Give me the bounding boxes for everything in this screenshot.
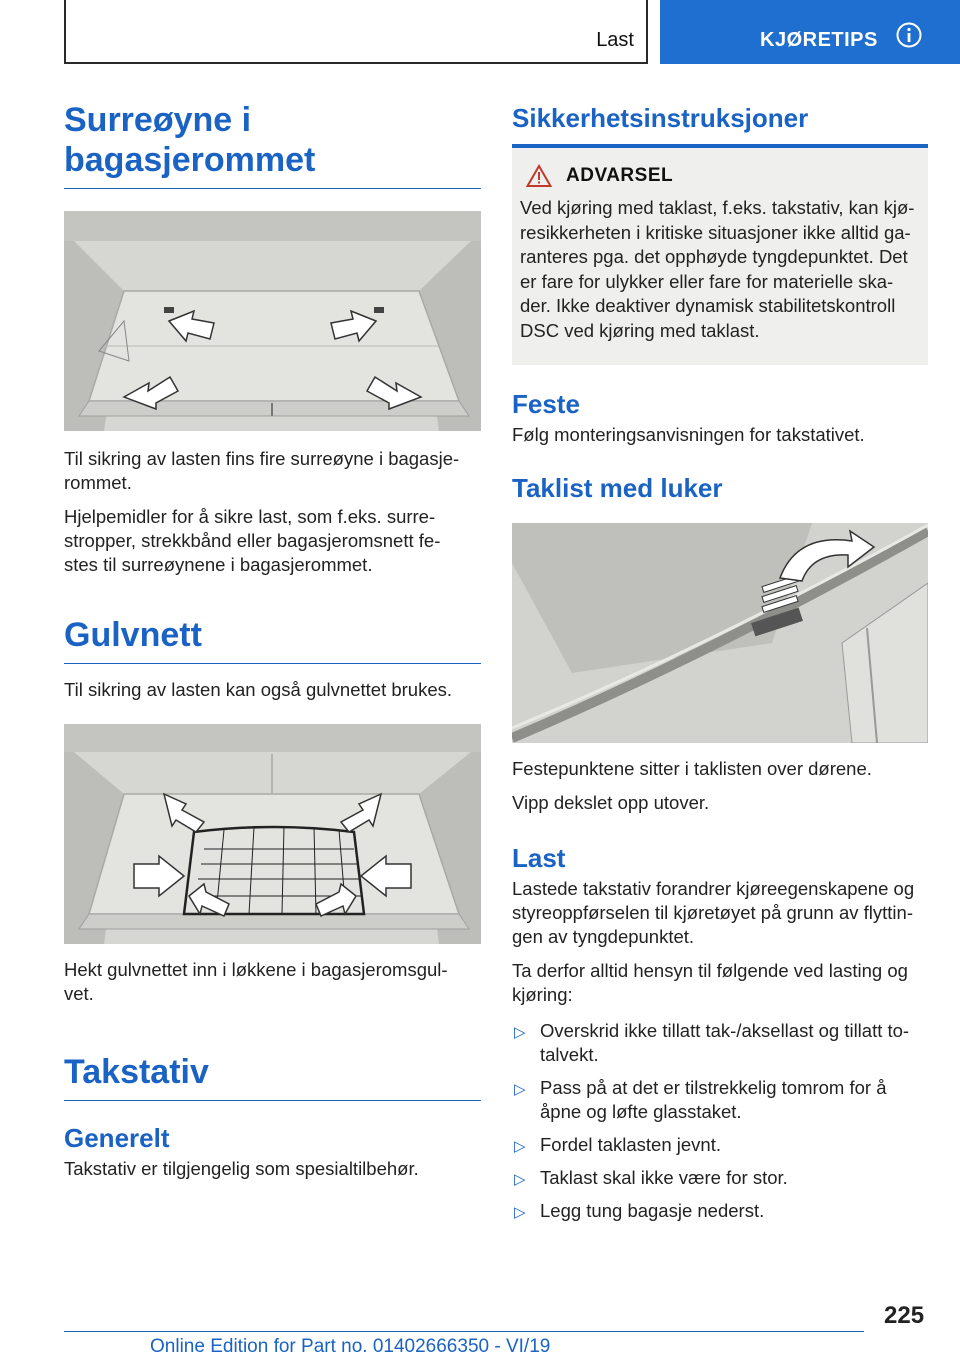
surre-paragraph-2: Hjelpemidler for å sikre last, som f.eks. surre-stropper, strekkbånd eller bagasjeromsnett fe-stes til surreøynene i bagasjerommet. <box>64 506 441 575</box>
floor-net-illustration <box>64 724 481 944</box>
loading-rules-list <box>512 1019 928 1223</box>
warning-box <box>512 148 928 365</box>
last-paragraph-1: Lastede takstativ forandrer kjøreegenskapene og styreoppførselen til kjøretøyet på grunn av flyttin-gen av tyngdepunktet. <box>512 878 915 947</box>
last-paragraph-2: Ta derfor alltid hensyn til følgende ved lasting og kjøring: <box>512 960 908 1005</box>
list-item-text: Legg tung bagasje nederst. <box>540 1200 765 1221</box>
list-item <box>512 1076 928 1124</box>
triangle-bullet-icon: ▷ <box>514 1171 526 1188</box>
roof-rail-illustration <box>512 523 928 743</box>
heading-taklist: Taklist med luker <box>512 473 723 503</box>
header-chapter-label: KJØRETIPS <box>760 29 878 51</box>
surre-paragraph-1: Til sikring av lasten fins fire surreøyne i bagasje-rommet. <box>64 448 460 493</box>
heading-sikkerhetsinstruksjoner: Sikkerhetsinstruksjoner <box>512 100 928 148</box>
footer-edition: Online Edition for Part no. 01402666350 - VI/19 <box>150 1336 551 1357</box>
heading-generelt: Generelt <box>64 1123 170 1153</box>
footer-divider <box>64 1331 864 1332</box>
roof-rail-image <box>512 523 928 743</box>
triangle-bullet-icon: ▷ <box>514 1204 526 1221</box>
list-item <box>512 1199 928 1223</box>
list-item-text: Pass på at det er tilstrekkelig tomrom for å åpne og løfte glasstaket. <box>540 1077 887 1122</box>
info-icon <box>896 22 922 48</box>
page-number: 225 <box>884 1302 925 1329</box>
triangle-bullet-icon: ▷ <box>514 1138 526 1155</box>
warning-text: Ved kjøring med taklast, f.eks. takstativ, kan kjø-resikkerheten i kritiske situasjoner ikke alltid ga-ranteres pga. det opphøyde tyngdepunktet. Det er fare for ulykker eller fare for materielle ska-der. Ikke deaktiver dynamisk stabilitetskontroll DSC ved kjøring med taklast. <box>520 197 915 341</box>
heading-gulvnett: Gulvnett <box>64 615 481 664</box>
floor-net-image <box>64 724 481 944</box>
feste-paragraph: Følg monteringsanvisningen for takstativet. <box>512 424 865 445</box>
heading-surreoyne: Surreøyne i bagasjerommet <box>64 101 316 179</box>
heading-takstativ: Takstativ <box>64 1052 481 1101</box>
trunk-lashing-eyes-image <box>64 211 481 431</box>
left-column <box>64 100 481 1181</box>
list-item <box>512 1166 928 1190</box>
warning-title-row <box>520 164 922 188</box>
warning-title: ADVARSEL <box>566 165 674 186</box>
list-item-text: Overskrid ikke tillatt tak-/aksellast og tillatt to-talvekt. <box>540 1020 910 1065</box>
list-item-text: Taklast skal ikke være for stor. <box>540 1167 788 1188</box>
list-item-text: Fordel taklasten jevnt. <box>540 1134 721 1155</box>
triangle-bullet-icon: ▷ <box>514 1081 526 1098</box>
gulvnett-paragraph-2: Hekt gulvnettet inn i løkkene i bagasjeromsgul-vet. <box>64 959 448 1004</box>
generelt-paragraph: Takstativ er tilgjengelig som spesialtilbehør. <box>64 1158 419 1179</box>
heading-last: Last <box>512 843 566 873</box>
list-item <box>512 1019 928 1067</box>
triangle-bullet-icon: ▷ <box>514 1024 526 1041</box>
warning-triangle-icon <box>526 164 552 188</box>
gulvnett-paragraph-1: Til sikring av lasten kan også gulvnettet brukes. <box>64 679 453 700</box>
header-section-label: Last <box>596 29 634 51</box>
taklist-paragraph-1: Festepunktene sitter i taklisten over dørene. <box>512 758 872 779</box>
trunk-illustration <box>64 211 481 431</box>
header-chapter-bar <box>660 0 960 64</box>
right-column <box>512 100 928 1232</box>
list-item <box>512 1133 928 1157</box>
heading-feste: Feste <box>512 389 580 419</box>
taklist-paragraph-2: Vipp dekslet opp utover. <box>512 792 710 813</box>
header-section-box <box>64 0 648 64</box>
